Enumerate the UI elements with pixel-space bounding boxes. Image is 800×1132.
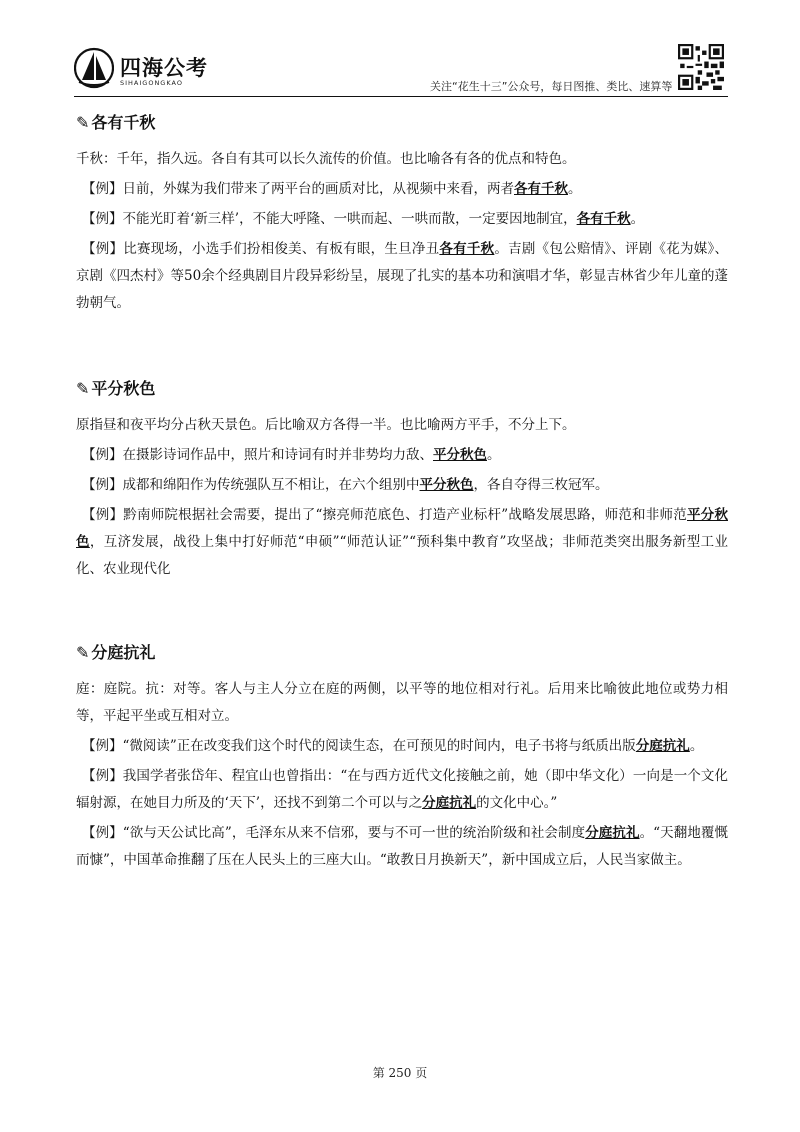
- idiom-highlight: 分庭抗礼: [422, 795, 477, 811]
- definition-text: 原指昼和夜平均分占秋天景色。后比喻双方各得一半。也比喻两方平手，不分上下。: [76, 417, 576, 433]
- section-title-text: 分庭抗礼: [91, 643, 156, 662]
- sail-logo-icon: [74, 46, 114, 90]
- idiom-highlight: 平分秋色: [419, 477, 474, 493]
- logo-title: 四海公考: [120, 56, 208, 80]
- pencil-icon: ✎: [76, 113, 90, 132]
- section-title-text: 各有千秋: [91, 113, 156, 132]
- example-sentence: 【例】“微阅读”正在改变我们这个时代的阅读生态，在可预见的时间内，电子书将与纸质出版分庭抗礼。: [82, 738, 704, 754]
- idiom-section: [76, 110, 728, 317]
- section-title: [76, 110, 728, 136]
- page-header: [0, 0, 800, 100]
- idiom-highlight: 平分秋色: [433, 447, 487, 463]
- idiom-highlight: 各有千秋: [514, 181, 568, 197]
- definition-text: 庭：庭院。抗：对等。客人与主人分立在庭的两侧，以平等的地位相对行礼。后用来比喻彼此地位或势力相等，平起平坐或互相对立。: [76, 681, 728, 724]
- brand-logo: [74, 46, 234, 94]
- section-title-text: 平分秋色: [91, 379, 156, 398]
- idiom-highlight: 分庭抗礼: [635, 738, 690, 754]
- idiom-highlight: 各有千秋: [576, 211, 631, 227]
- logo-subtitle: SIHAIGONGKAO: [120, 79, 183, 87]
- idiom-section: [76, 640, 728, 874]
- definition-text: 千秋：千年，指久远。各自有其可以长久流传的价值。也比喻各有各的优点和特色。: [76, 151, 576, 167]
- section-title: [76, 376, 728, 402]
- idiom-highlight: 平分秋色: [76, 507, 728, 550]
- example-sentence: 【例】在摄影诗词作品中，照片和诗词有时并非势均力敌、平分秋色。: [82, 447, 501, 463]
- idiom-highlight: 各有千秋: [439, 241, 495, 257]
- example-sentence: 【例】不能光盯着‘新三样’，不能大呼隆、一哄而起、一哄而散，一定要因地制宜，各有千秋。: [82, 211, 645, 227]
- idiom-highlight: 分庭抗礼: [585, 825, 640, 841]
- example-sentence: 【例】黔南师院根据社会需要，提出了“擦亮师范底色、打造产业标杆”战略发展思路，师范和非师范平分秋色，互济发展，战役上集中打好师范“申硕”“师范认证”“预科集中教育”攻坚战；非师范类突出服务新型工业化、农业现代化: [76, 507, 728, 577]
- pencil-icon: ✎: [76, 643, 90, 662]
- page-number: 第 250 页: [372, 1066, 428, 1080]
- section-title: [76, 640, 728, 666]
- idiom-section: [76, 376, 728, 583]
- qr-code-icon: [678, 44, 724, 90]
- main-content: [76, 108, 728, 877]
- pencil-icon: ✎: [76, 379, 90, 398]
- example-sentence: 【例】“欲与天公试比高”，毛泽东从来不信邪，要与不可一世的统治阶级和社会制度分庭抗礼。“天翻地覆慨而慷”，中国革命推翻了压在人民头上的三座大山。“敢教日月换新天”，新中国成立后，人民当家做主。: [76, 825, 728, 868]
- header-slogan: 关注“花生十三”公众号，每日图推、类比、速算等: [430, 80, 673, 93]
- example-sentence: 【例】成都和绵阳作为传统强队互不相让，在六个组别中平分秋色，各自夺得三枚冠军。: [82, 477, 609, 493]
- example-sentence: 【例】日前，外媒为我们带来了两平台的画质对比，从视频中来看，两者各有千秋。: [82, 181, 582, 197]
- example-sentence: 【例】我国学者张岱年、程宜山也曾指出：“在与西方近代文化接触之前，她（即中华文化）一向是一个文化辐射源，在她目力所及的‘天下’，还找不到第二个可以与之分庭抗礼的文化中心。”: [76, 768, 728, 811]
- example-sentence: 【例】比赛现场，小选手们扮相俊美、有板有眼，生旦净丑各有千秋。吉剧《包公赔情》、评剧《花为媒》、京剧《四杰村》等50余个经典剧目片段异彩纷呈，展现了扎实的基本功和演唱才华，彰显吉林省少年儿童的蓬勃朝气。: [76, 241, 729, 311]
- header-divider: [74, 96, 728, 97]
